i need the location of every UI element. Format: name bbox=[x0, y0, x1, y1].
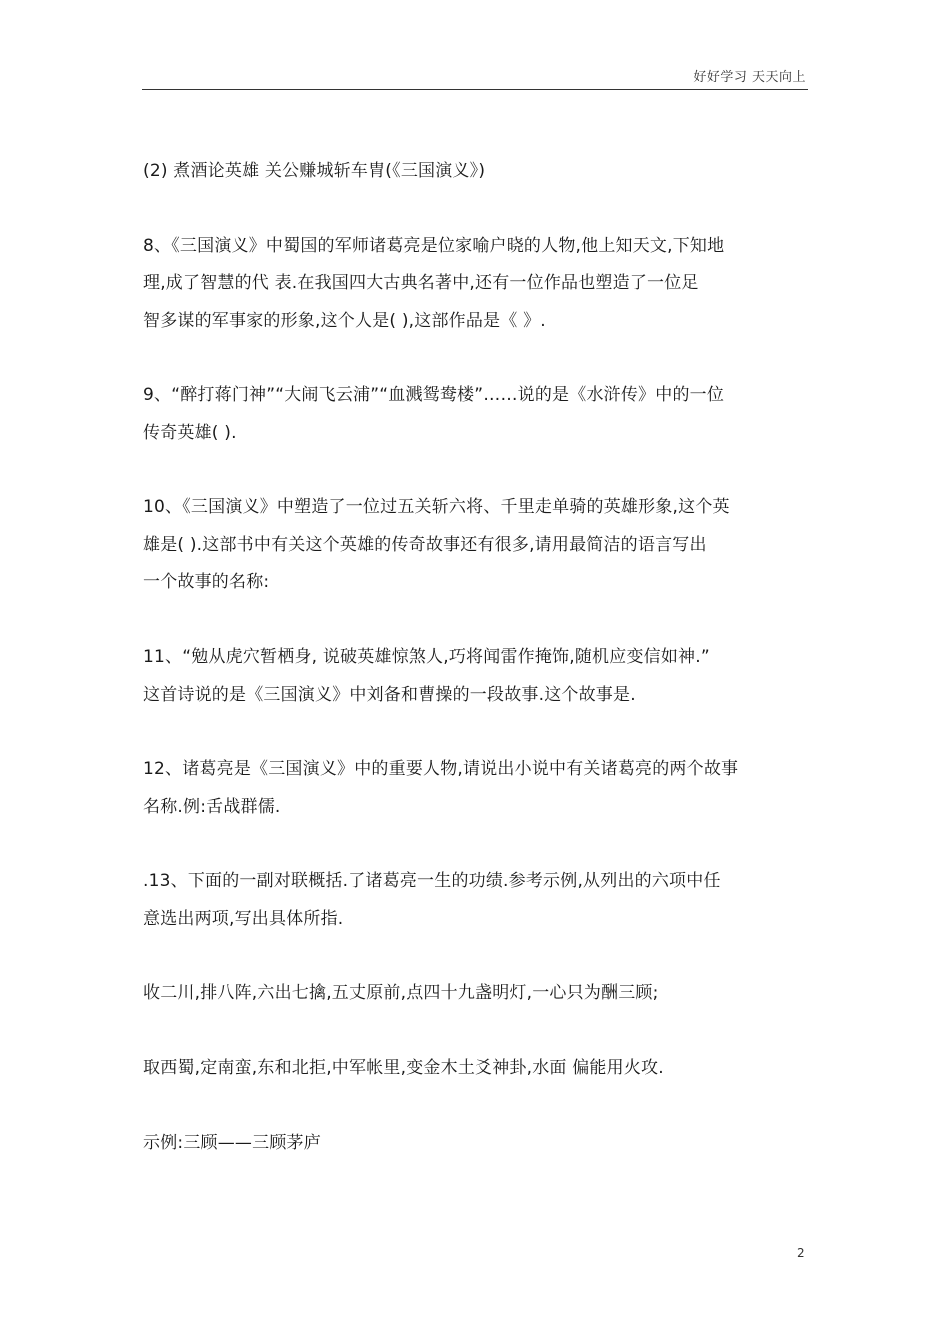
q11-line-2: 这首诗说的是《三国演义》中刘备和曹操的一段故事.这个故事是. bbox=[143, 685, 636, 705]
q12-line-2: 名称.例:舌战群儒. bbox=[143, 797, 281, 817]
example-line: 示例:三顾——三顾茅庐 bbox=[143, 1133, 321, 1153]
page-number: 2 bbox=[797, 1246, 805, 1260]
q8-line-1: 8、《三国演义》中蜀国的军师诸葛亮是位家喻户晓的人物,他上知天文,下知地 bbox=[143, 236, 725, 256]
header-rule bbox=[142, 89, 808, 90]
couplet-line-2: 取西蜀,定南蛮,东和北拒,中军帐里,变金木土爻神卦,水面 偏能用火攻. bbox=[143, 1058, 664, 1078]
q7-answer-line: (2) 煮酒论英雄 关公赚城斩车胄(《三国演义》) bbox=[143, 161, 486, 181]
q9-line-2: 传奇英雄( ). bbox=[143, 423, 237, 443]
q10-line-1: 10、《三国演义》中塑造了一位过五关斩六将、千里走单骑的英雄形象,这个英 bbox=[143, 497, 730, 517]
q10-line-2: 雄是( ).这部书中有关这个英雄的传奇故事还有很多,请用最简洁的语言写出 bbox=[143, 535, 707, 555]
q12-line-1: 12、诸葛亮是《三国演义》中的重要人物,请说出小说中有关诸葛亮的两个故事 bbox=[143, 759, 739, 779]
couplet-line-1: 收二川,排八阵,六出七擒,五丈原前,点四十九盏明灯,一心只为酬三顾; bbox=[143, 983, 659, 1003]
q13-line-1: .13、下面的一副对联概括.了诸葛亮一生的功绩.参考示例,从列出的六项中任 bbox=[143, 871, 721, 891]
header-text: 好好学习 天天向上 bbox=[693, 70, 806, 85]
q13-line-2: 意选出两项,写出具体所指. bbox=[143, 909, 344, 929]
q9-line-1: 9、“醉打蒋门神”“大闹飞云浦”“血溅鸳鸯楼”……说的是《水浒传》中的一位 bbox=[143, 385, 725, 405]
q8-line-3: 智多谋的军事家的形象,这个人是( ),这部作品是《 》. bbox=[143, 311, 546, 331]
q10-line-3: 一个故事的名称: bbox=[143, 572, 270, 592]
q11-line-1: 11、“勉从虎穴暂栖身, 说破英雄惊煞人,巧将闻雷作掩饰,随机应变信如神.” bbox=[143, 647, 710, 667]
q8-line-2: 理,成了智慧的代 表.在我国四大古典名著中,还有一位作品也塑造了一位足 bbox=[143, 273, 699, 293]
